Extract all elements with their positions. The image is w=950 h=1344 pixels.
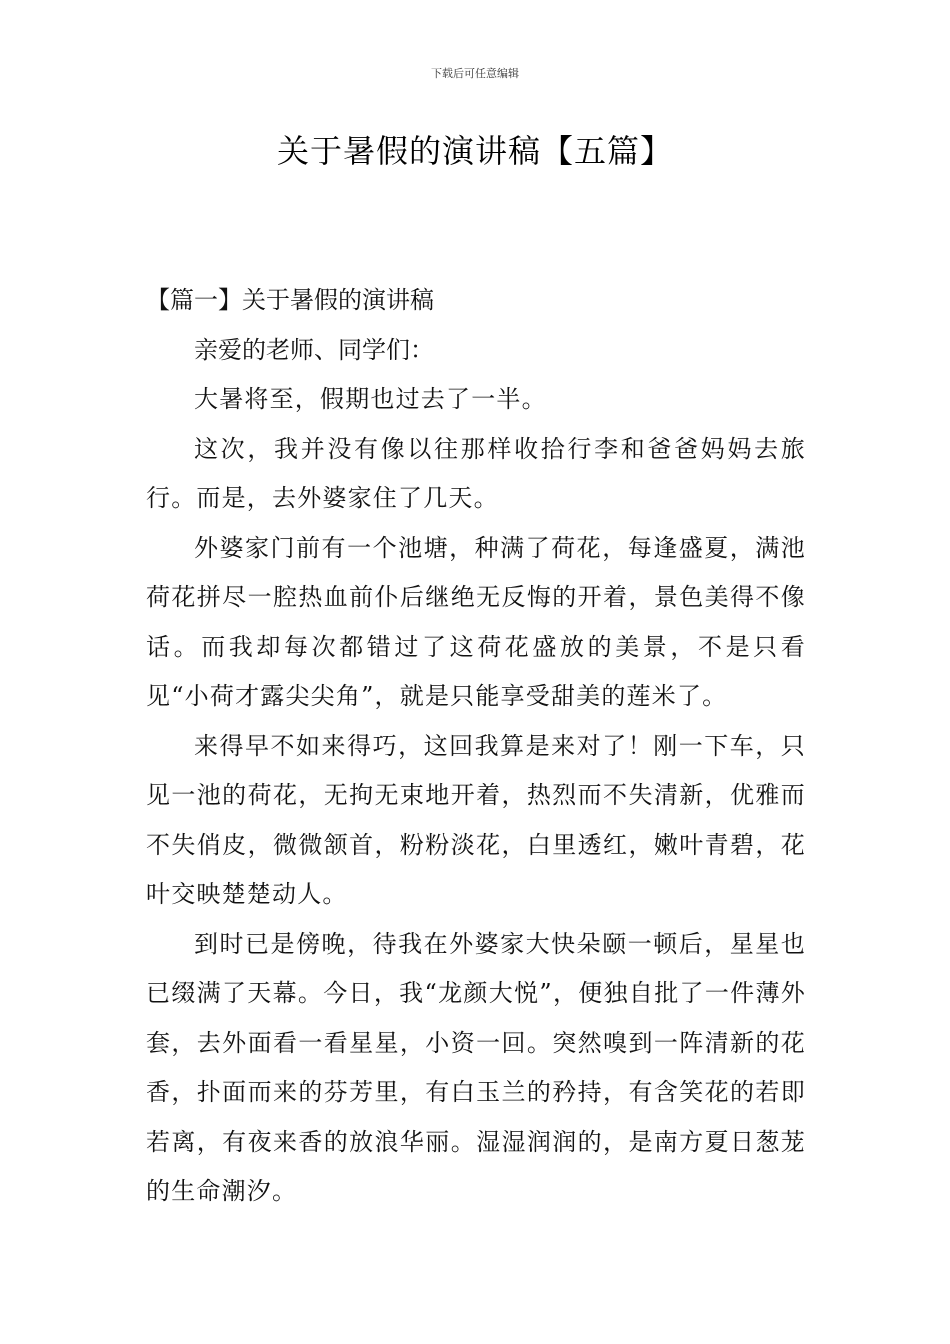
paragraph: 大暑将至，假期也过去了一半。 (194, 385, 547, 413)
paragraph: 到时已是傍晚，待我在外婆家大快朵颐一顿后，星星也已缀满了天幕。今日，我“龙颜大悦”，便独自批了一件薄外套，去外面看一看星星，小资一回。突然嗅到一阵清新的花香，扑面而来的芬芳里，有白玉兰的矜持，有含笑花的若即若离，有夜来香的放浪华丽。湿湿润润的，是南方夏日葱茏的生命潮汐。 (146, 929, 806, 1205)
section-heading: 【篇一】关于暑假的演讲稿 (146, 286, 434, 314)
header-note: 下载后可任意编辑 (431, 67, 519, 80)
paragraph: 这次，我并没有像以往那样收拾行李和爸爸妈妈去旅行。而是，去外婆家住了几天。 (146, 434, 806, 512)
paragraph: 外婆家门前有一个池塘，种满了荷花，每逢盛夏，满池荷花拼尽一腔热血前仆后继绝无反悔的开着，景色美得不像话。而我却每次都错过了这荷花盛放的美景，不是只看见“小荷才露尖尖角”，就是只能享受甜美的莲米了。 (146, 533, 806, 710)
paragraph: 来得早不如来得巧，这回我算是来对了！刚一下车，只见一池的荷花，无拘无束地开着，热烈而不失清新，优雅而不失俏皮，微微颔首，粉粉淡花，白里透红，嫩叶青碧，花叶交映楚楚动人。 (146, 731, 806, 908)
document-title: 关于暑假的演讲稿【五篇】 (276, 132, 673, 170)
body-text (146, 276, 806, 1217)
greeting: 亲爱的老师、同学们： (194, 335, 434, 364)
